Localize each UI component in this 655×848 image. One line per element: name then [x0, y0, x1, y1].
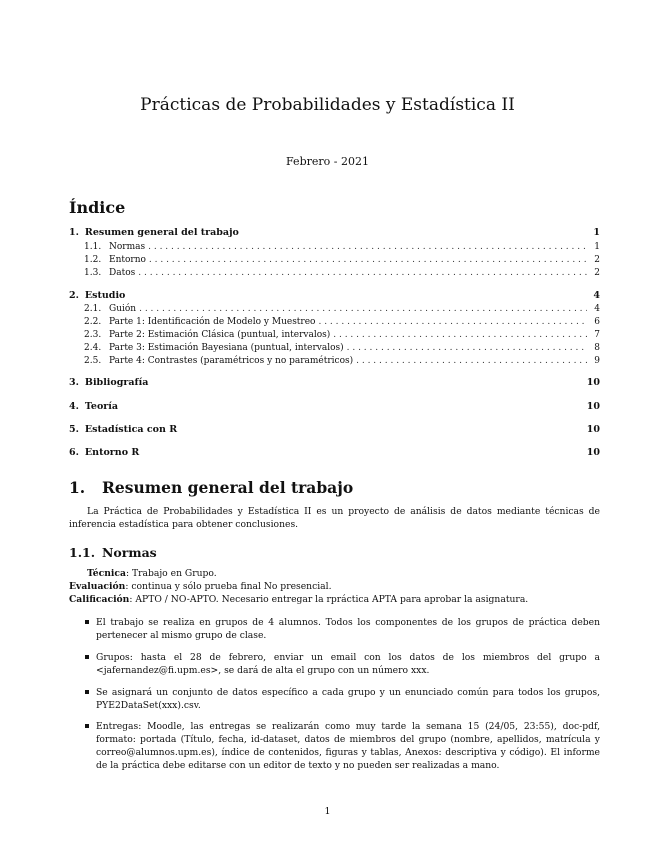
calificacion-text: : APTO / NO-APTO. Necesario entregar la rpráctica APTA para aprobar la asignatura.: [129, 594, 529, 605]
section-number: 1.: [69, 478, 86, 497]
bullet-marker: [85, 724, 89, 728]
toc-subentry[interactable]: [84, 254, 600, 266]
toc-entry-page: 10: [586, 424, 600, 435]
tecnica-text: : Trabajo en Grupo.: [125, 568, 217, 579]
toc-leader-dots: [347, 342, 587, 354]
list-item: El trabajo se realiza en grupos de 4 alumnos. Todos los componentes de los grupos de práctica deben pertenecer al mismo grupo de clase.: [84, 616, 600, 642]
toc-entry[interactable]: [69, 424, 600, 436]
toc-entry[interactable]: [69, 377, 600, 389]
toc-leader-dots: [318, 316, 587, 328]
toc-entry-page: 1: [593, 227, 600, 238]
toc-entry-page: 4: [593, 290, 600, 301]
toc-subentry-label: Guión: [109, 304, 137, 314]
toc-subentry[interactable]: [84, 342, 600, 354]
toc-subentry-number: 2.1.: [84, 304, 102, 314]
bullet-marker: [85, 620, 89, 624]
toc-subentry-page: 2: [594, 255, 600, 265]
toc-entry-number: 1.: [69, 227, 79, 238]
toc-entry-label: Bibliografía: [84, 377, 149, 388]
bullet-marker: [85, 655, 89, 659]
toc-subentry-label: Normas: [109, 242, 146, 252]
toc-subentry-number: 1.1.: [84, 242, 102, 252]
toc-leader-dots: [356, 355, 587, 367]
subsection-heading: [69, 545, 157, 560]
page-number: 1: [324, 806, 331, 817]
document-title: Prácticas de Probabilidades y Estadística II: [140, 95, 515, 115]
toc-entry-number: 4.: [69, 401, 79, 412]
toc-entry[interactable]: [69, 447, 600, 459]
toc-subentry-number: 2.2.: [84, 317, 102, 327]
document-date: Febrero - 2021: [286, 155, 369, 168]
toc-subentry-page: 2: [594, 268, 600, 278]
section-title: Resumen general del trabajo: [102, 478, 354, 497]
toc-subentry[interactable]: [84, 241, 600, 253]
toc-subentry-number: 1.2.: [84, 255, 102, 265]
evaluacion-label: Evaluación: [69, 581, 126, 592]
section-heading: [69, 478, 353, 497]
toc-subentry[interactable]: [84, 329, 600, 341]
list-item: Se asignará un conjunto de datos específico a cada grupo y un enunciado común para todos los grupos, PYE2DataSet(xxx).csv.: [84, 686, 600, 712]
toc-subentry-label: Parte 2: Estimación Clásica (puntual, intervalos): [109, 330, 331, 340]
list-item: Entregas: Moodle, las entregas se realizarán como muy tarde la semana 15 (24/05, 23:55), doc-pdf, formato: portada (Título, fecha, id-dataset, datos de miembros del grupo (nombre, apellidos, matrícula y correo@alumnos.upm.es), índice de contenidos, figuras y tablas, Anexos: descriptiva y código). El informe de la práctica debe editarse con un editor de texto y no pueden ser realizadas a mano.: [84, 720, 600, 772]
toc-subentry[interactable]: [84, 316, 600, 328]
toc-entry-number: 2.: [69, 290, 79, 301]
bullet-marker: [85, 690, 89, 694]
toc-subentry-number: 2.4.: [84, 343, 102, 353]
toc-subentry[interactable]: [84, 303, 600, 315]
section-intro-paragraph: La Práctica de Probabilidades y Estadística II es un proyecto de análisis de datos mediante técnicas de inferencia estadística para obtener conclusiones.: [69, 506, 600, 530]
toc-subentry-label: Datos: [109, 268, 136, 278]
toc-entry-page: 10: [586, 401, 600, 412]
toc-subentry-label: Parte 3: Estimación Bayesiana (puntual, intervalos): [109, 343, 344, 353]
evaluacion-text: : continua y sólo prueba final No presencial.: [125, 581, 332, 592]
toc-entry-label: Teoría: [84, 401, 119, 412]
toc-entry-page: 10: [586, 377, 600, 388]
toc-entry-number: 3.: [69, 377, 79, 388]
toc-entry[interactable]: [69, 290, 600, 302]
toc-entry-label: Entorno R: [84, 447, 140, 458]
calificacion-line: [69, 593, 528, 606]
toc-subentry-page: 6: [594, 317, 600, 327]
list-item: Grupos: hasta el 28 de febrero, enviar un email con los datos de los miembros del grupo a <jafernandez@fi.upm.es>, se dará de alta el grupo con un número xxx.: [84, 651, 600, 677]
toc-subentry-page: 9: [594, 356, 600, 366]
toc-leader-dots: [333, 329, 587, 341]
toc-heading: Índice: [69, 198, 126, 217]
subsection-number: 1.1.: [69, 545, 96, 560]
toc-entry-number: 5.: [69, 424, 79, 435]
toc-subentry-page: 8: [594, 343, 600, 353]
toc-entry-label: Estudio: [84, 290, 126, 301]
toc-subentry-label: Parte 1: Identificación de Modelo y Muestreo: [109, 317, 316, 327]
toc-leader-dots: [139, 303, 587, 315]
toc-subentry-label: Parte 4: Contrastes (paramétricos y no paramétricos): [109, 356, 354, 366]
toc-entry[interactable]: [69, 227, 600, 239]
toc-subentry[interactable]: [84, 267, 600, 279]
toc-subentry-label: Entorno: [109, 255, 146, 265]
toc-leader-dots: [149, 254, 587, 266]
evaluacion-line: [69, 580, 332, 593]
toc-subentry-page: 4: [594, 304, 600, 314]
toc-leader-dots: [148, 241, 587, 253]
toc-subentry-number: 2.3.: [84, 330, 102, 340]
toc-subentry-number: 2.5.: [84, 356, 102, 366]
subsection-title: Normas: [102, 545, 157, 560]
toc-subentry-number: 1.3.: [84, 268, 102, 278]
calificacion-label: Calificación: [69, 594, 130, 605]
toc-entry-page: 10: [586, 447, 600, 458]
toc-entry-label: Estadística con R: [84, 424, 178, 435]
toc-subentry[interactable]: [84, 355, 600, 367]
toc-entry[interactable]: [69, 401, 600, 413]
tecnica-line: [87, 567, 217, 580]
toc-subentry-page: 1: [594, 242, 600, 252]
tecnica-label: Técnica: [87, 568, 126, 579]
toc-entry-label: Resumen general del trabajo: [84, 227, 239, 238]
toc-subentry-page: 7: [594, 330, 600, 340]
toc-entry-number: 6.: [69, 447, 79, 458]
toc-leader-dots: [138, 267, 587, 279]
